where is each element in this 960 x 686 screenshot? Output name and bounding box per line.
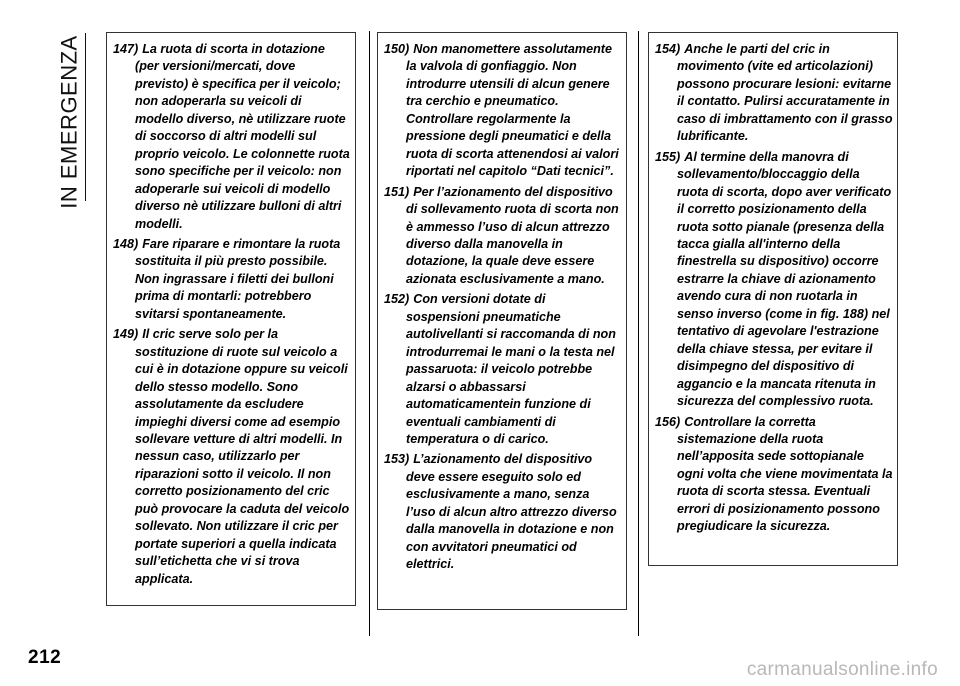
- note-item: [655, 149, 893, 411]
- note-text: Il cric serve solo per la sostituzione di ruote sul veicolo a cui è in dotazione oppure su veicoli dello stesso modello. Sono assolutamente da escludere impieghi diversi come ad esempio sollevare vetture di altri modelli. In nessun caso, utilizzarlo per riparazioni sotto il veicolo. Il non corretto posizionamento del cric può provocare la caduta del veicolo sollevato. Non utilizzare il cric per portate superiori a quella indicata sull’etichetta che vi si trova applicata.: [135, 327, 350, 586]
- note-item: [384, 41, 622, 181]
- column-divider-2: [638, 31, 639, 636]
- warning-box-col1: [106, 32, 356, 606]
- note-item: [655, 41, 893, 146]
- note-item: [113, 326, 351, 588]
- note-text: Non manomettere assolutamente la valvola di gonfiaggio. Non introdurre utensili di alcun genere tra cerchio e pneumatico. Controllare regolarmente la pressione degli pneumatici e della ruota di scorta attenendosi ai valori riportati nel capitolo “Dati tecnici”.: [406, 42, 619, 179]
- note-text: Al termine della manovra di sollevamento/bloccaggio della ruota di scorta, dopo aver verificato il corretto posizionamento della ruota sotto pianale (presenza della tacca gialla all'interno della finestrella su dispositivo) occorre estrarre la chiave di azionamento avendo cura di non ruotarla in senso inverso (come in fig. 188) nel tentativo di agevolare l'estrazione della chiave stessa, per evitare il disimpegno del dispositivo di aggancio e la mancata ritenuta in sicurezza del complessivo ruota.: [677, 149, 892, 409]
- notes-list-col2: [384, 41, 622, 574]
- note-number: 150): [384, 42, 410, 56]
- note-number: 154): [655, 42, 681, 56]
- notes-list-col1: [113, 41, 351, 588]
- note-number: 147): [113, 42, 139, 56]
- note-text: La ruota di scorta in dotazione (per versioni/mercati, dove previsto) è specifica per il veicolo; non adoperarla su veicoli di modello diverso, nè utilizzare ruote di soccorso di altri modelli sul proprio veicolo. Le colonnette ruota sono specifiche per il veicolo: non adoperarle sui veicoli di modello diverso nè utilizzare bulloni di altri modelli.: [135, 42, 350, 231]
- note-text: Per l’azionamento del dispositivo di sollevamento ruota di scorta non è ammesso l’uso di alcun attrezzo diverso dalla manovella in dotazione, la quale deve essere azionata esclusivamente a mano.: [406, 184, 619, 286]
- note-text: Controllare la corretta sistemazione della ruota nell’apposita sede sottopianale ogni volta che viene movimentata la ruota di scorta stessa. Eventuali errori di posizionamento possono pregiudicare la sicurezza.: [677, 414, 893, 534]
- note-number: 156): [655, 414, 681, 429]
- note-number: 149): [113, 327, 139, 342]
- note-item: [113, 236, 351, 323]
- section-tab: [57, 34, 83, 209]
- note-text: L’azionamento del dispositivo deve essere eseguito solo ed esclusivamente a mano, senza l’uso di alcun altro attrezzo diverso dalla manovella in dotazione e non con avvitatori pneumatici od elettrici.: [406, 452, 617, 572]
- warning-box-col2: [377, 32, 627, 610]
- note-item: [113, 41, 351, 233]
- note-number: 152): [384, 292, 410, 307]
- page-number: 212: [28, 647, 62, 668]
- section-tab-rule: [85, 33, 86, 201]
- note-text: Con versioni dotate di sospensioni pneumatiche autolivellanti si raccomanda di non introdurremai le mani o la testa nel passaruota: il veicolo potrebbe alzarsi o abbassarsi automaticamentein funzione di eventuali cambiamenti di temperatura o di carico.: [406, 292, 616, 446]
- section-title: IN EMERGENZA: [57, 34, 82, 209]
- note-number: 153): [384, 452, 410, 467]
- note-text: Fare riparare e rimontare la ruota sostituita il più presto possibile. Non ingrassare i filetti dei bulloni prima di montarli: potrebbero svitarsi spontaneamente.: [135, 236, 341, 321]
- note-item: [384, 291, 622, 448]
- note-text: Anche le parti del cric in movimento (vite ed articolazioni) possono procurare lesioni: evitarne il contatto. Pulirsi accuratamente in caso di imbrattamento con il grasso lubrificante.: [677, 42, 893, 144]
- column-divider-1: [369, 31, 370, 636]
- note-number: 155): [655, 149, 681, 164]
- note-number: 148): [113, 236, 139, 251]
- warning-box-col3: [648, 32, 898, 566]
- notes-list-col3: [655, 41, 893, 536]
- note-item: [384, 184, 622, 289]
- note-item: [655, 414, 893, 536]
- note-number: 151): [384, 184, 410, 199]
- note-item: [384, 451, 622, 573]
- watermark: carmanualsonline.info: [746, 659, 938, 680]
